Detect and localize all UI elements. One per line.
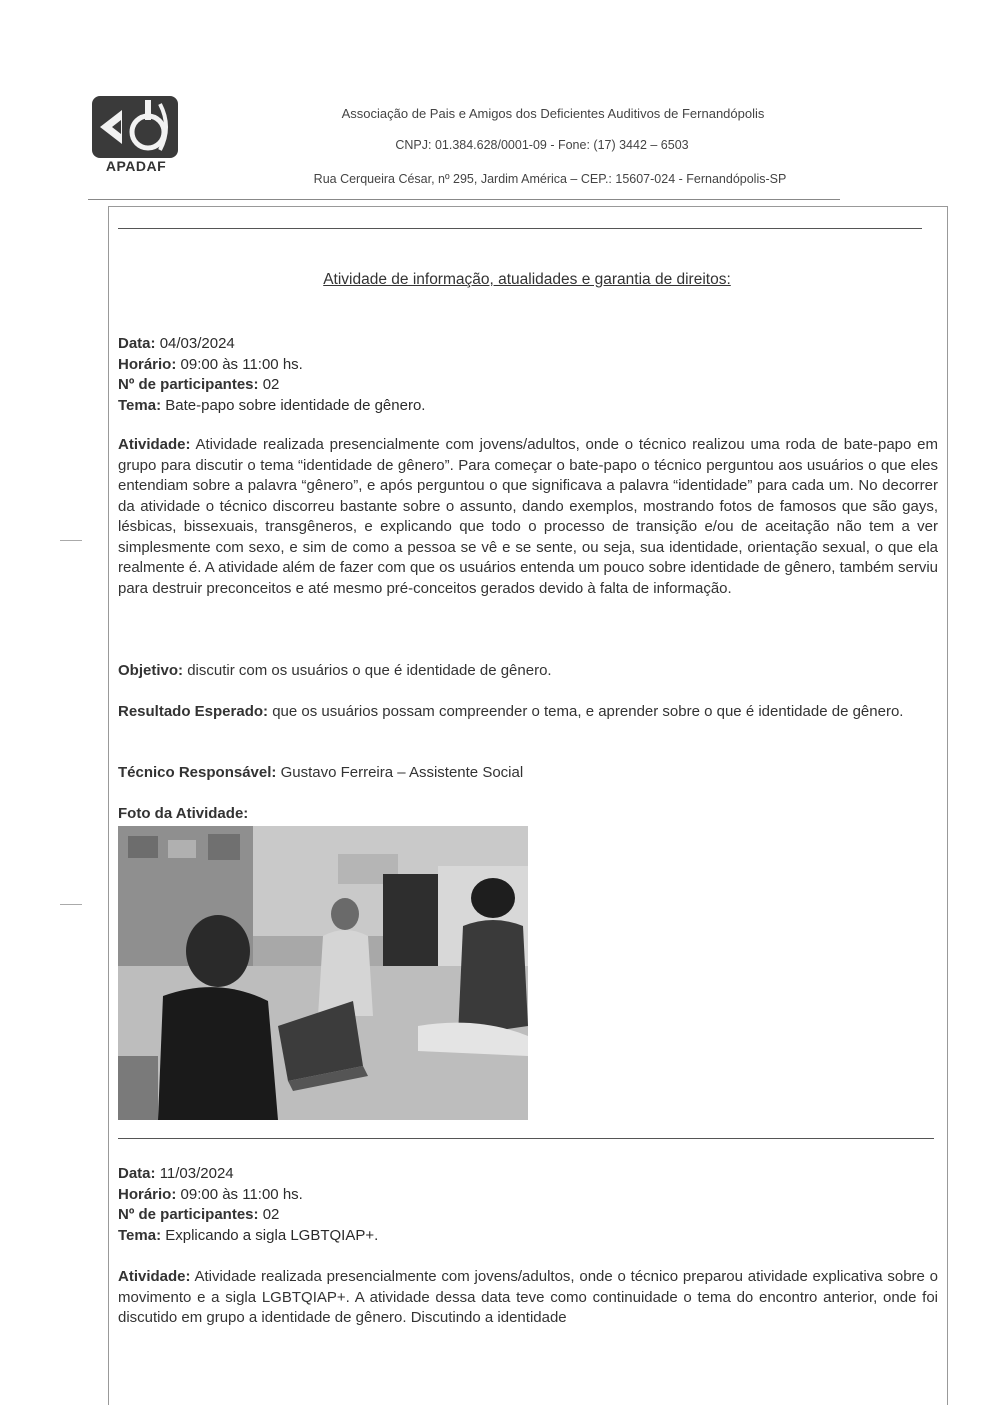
time-value: 09:00 às 11:00 hs. xyxy=(180,355,303,373)
date-row: Data: 11/03/2024 xyxy=(118,1165,234,1182)
activity-text: Atividade realizada presencialmente com jovens/adultos, onde o técnico preparou atividade explicativa sobre o movimento e a sigla LGBTQIAP+. A atividade dessa data teve como continuidade o tema do encontro anterior, onde foi discutido em grupo a identidade de gênero. Discutindo a identidade xyxy=(118,1268,938,1326)
time-row: Horário: 09:00 às 11:00 hs. xyxy=(118,1185,303,1203)
scan-mark xyxy=(60,904,82,905)
participants-row: Nº de participantes: 02 xyxy=(118,376,280,393)
time-value: 09:00 às 11:00 hs. xyxy=(180,1185,303,1203)
expected-result-text: que os usuários possam compreender o tema, e aprender sobre o que é identidade de gênero. xyxy=(272,703,904,720)
entry1-meta xyxy=(118,334,425,416)
time-row: Horário: 09:00 às 11:00 hs. xyxy=(118,355,303,373)
address: Rua Cerqueira César, nº 295, Jardim América – CEP.: 15607-024 - Fernandópolis-SP xyxy=(313,172,787,186)
theme-row: Tema: Bate-papo sobre identidade de gênero. xyxy=(118,396,426,414)
entry2-activity: Atividade: Atividade realizada presencialmente com jovens/adultos, onde o técnico preparou atividade explicativa sobre o movimento e a sigla LGBTQIAP+. A atividade dessa data teve como continuidade o tema do encontro anterior, onde foi discutido em grupo a identidade de gênero. Discutindo a identidade xyxy=(118,1268,938,1326)
header-divider xyxy=(88,199,840,200)
org-name: Associação de Pais e Amigos dos Deficientes Auditivos de Fernandópolis xyxy=(341,106,765,121)
theme-value: Explicando a sigla LGBTQIAP+. xyxy=(165,1226,379,1244)
date-value: 04/03/2024 xyxy=(159,335,235,352)
technician-name: Gustavo Ferreira – Assistente Social xyxy=(280,764,524,781)
date-row: Data: 04/03/2024 xyxy=(118,335,235,352)
activity-text: Atividade realizada presencialmente com jovens/adultos, onde o técnico realizou uma roda de bate-papo em grupo para discutir o tema “identidade de gênero”. Para começar o bate-papo o técnico perguntou aos usuários o que eles entendiam sobre a palavra “gênero”, e após perguntou o que significava a palavra “identidade” para cada um. No decorrer da atividade o técnico discorreu bastante sobre o assunto, dando exemplos, mostrando fotos de famosos que são gays, lésbicas, bissexuais, transgêneros, e explicando que todo o processo de transição e/ou de aceitação não tem a ver simplesmente com sexo, e sim de como a pessoa se vê e se sente, ou seja, sua identidade, orientação sexual, o que ela realmente é. A atividade além de fazer com que os usuários entenda um pouco sobre identidade de gênero, também serviu para destruir preconceitos e até mesmo pré-conceitos gerados devido à falta de informação. xyxy=(118,436,938,597)
entry1-activity: Atividade: Atividade realizada presencialmente com jovens/adultos, onde o técnico realizou uma roda de bate-papo em grupo para discutir o tema “identidade de gênero”. Para começar o bate-papo o técnico perguntou aos usuários o que eles entendiam sobre a palavra “gênero”, e após perguntou o que significava a palavra “identidade” para cada um. No decorrer da atividade o técnico discorreu bastante sobre o assunto, dando exemplos, mostrando fotos de famosos que são gays, lésbicas, bissexuais, transgêneros, e explicando que todo o processo de transição e/ou de aceitação não tem a ver simplesmente com sexo, e sim de como a pessoa se vê e se sente, ou seja, sua identidade, orientação sexual, o que ela realmente é. A atividade além de fazer com que os usuários entenda um pouco sobre identidade de gênero, também serviu para destruir preconceitos e até mesmo pré-conceitos gerados devido à falta de informação. xyxy=(118,436,938,597)
objective-text: discutir com os usuários o que é identidade de gênero. xyxy=(187,662,552,679)
entry1-objective: Objetivo: discutir com os usuários o que é identidade de gênero. xyxy=(118,662,552,679)
logo-emblem xyxy=(92,96,178,158)
cnpj-phone: CNPJ: 01.384.628/0001-09 - Fone: (17) 3442 – 6503 xyxy=(395,138,689,152)
entry1-expected-result: Resultado Esperado: que os usuários possam compreender o tema, e aprender sobre o que é identidade de gênero. xyxy=(118,703,904,720)
activity-photo xyxy=(118,826,528,1120)
section-divider xyxy=(118,1138,934,1139)
participants-value: 02 xyxy=(262,1206,280,1223)
logo-text: APADAF xyxy=(105,158,167,174)
participants-value: 02 xyxy=(262,376,280,393)
entry1-technician: Técnico Responsável: Gustavo Ferreira – Assistente Social xyxy=(118,764,524,781)
theme-value: Bate-papo sobre identidade de gênero. xyxy=(165,396,426,414)
top-rule xyxy=(118,228,922,229)
entry2-meta xyxy=(118,1164,378,1246)
section-title: Atividade de informação, atualidades e garantia de direitos: xyxy=(323,271,731,288)
theme-row: Tema: Explicando a sigla LGBTQIAP+. xyxy=(118,1226,379,1244)
photo-caption: Foto da Atividade: xyxy=(118,805,249,822)
apadaf-logo xyxy=(92,96,180,176)
scan-mark xyxy=(60,540,82,541)
participants-row: Nº de participantes: 02 xyxy=(118,1206,280,1223)
date-value: 11/03/2024 xyxy=(159,1165,234,1182)
ear-symbol-icon xyxy=(92,96,178,158)
